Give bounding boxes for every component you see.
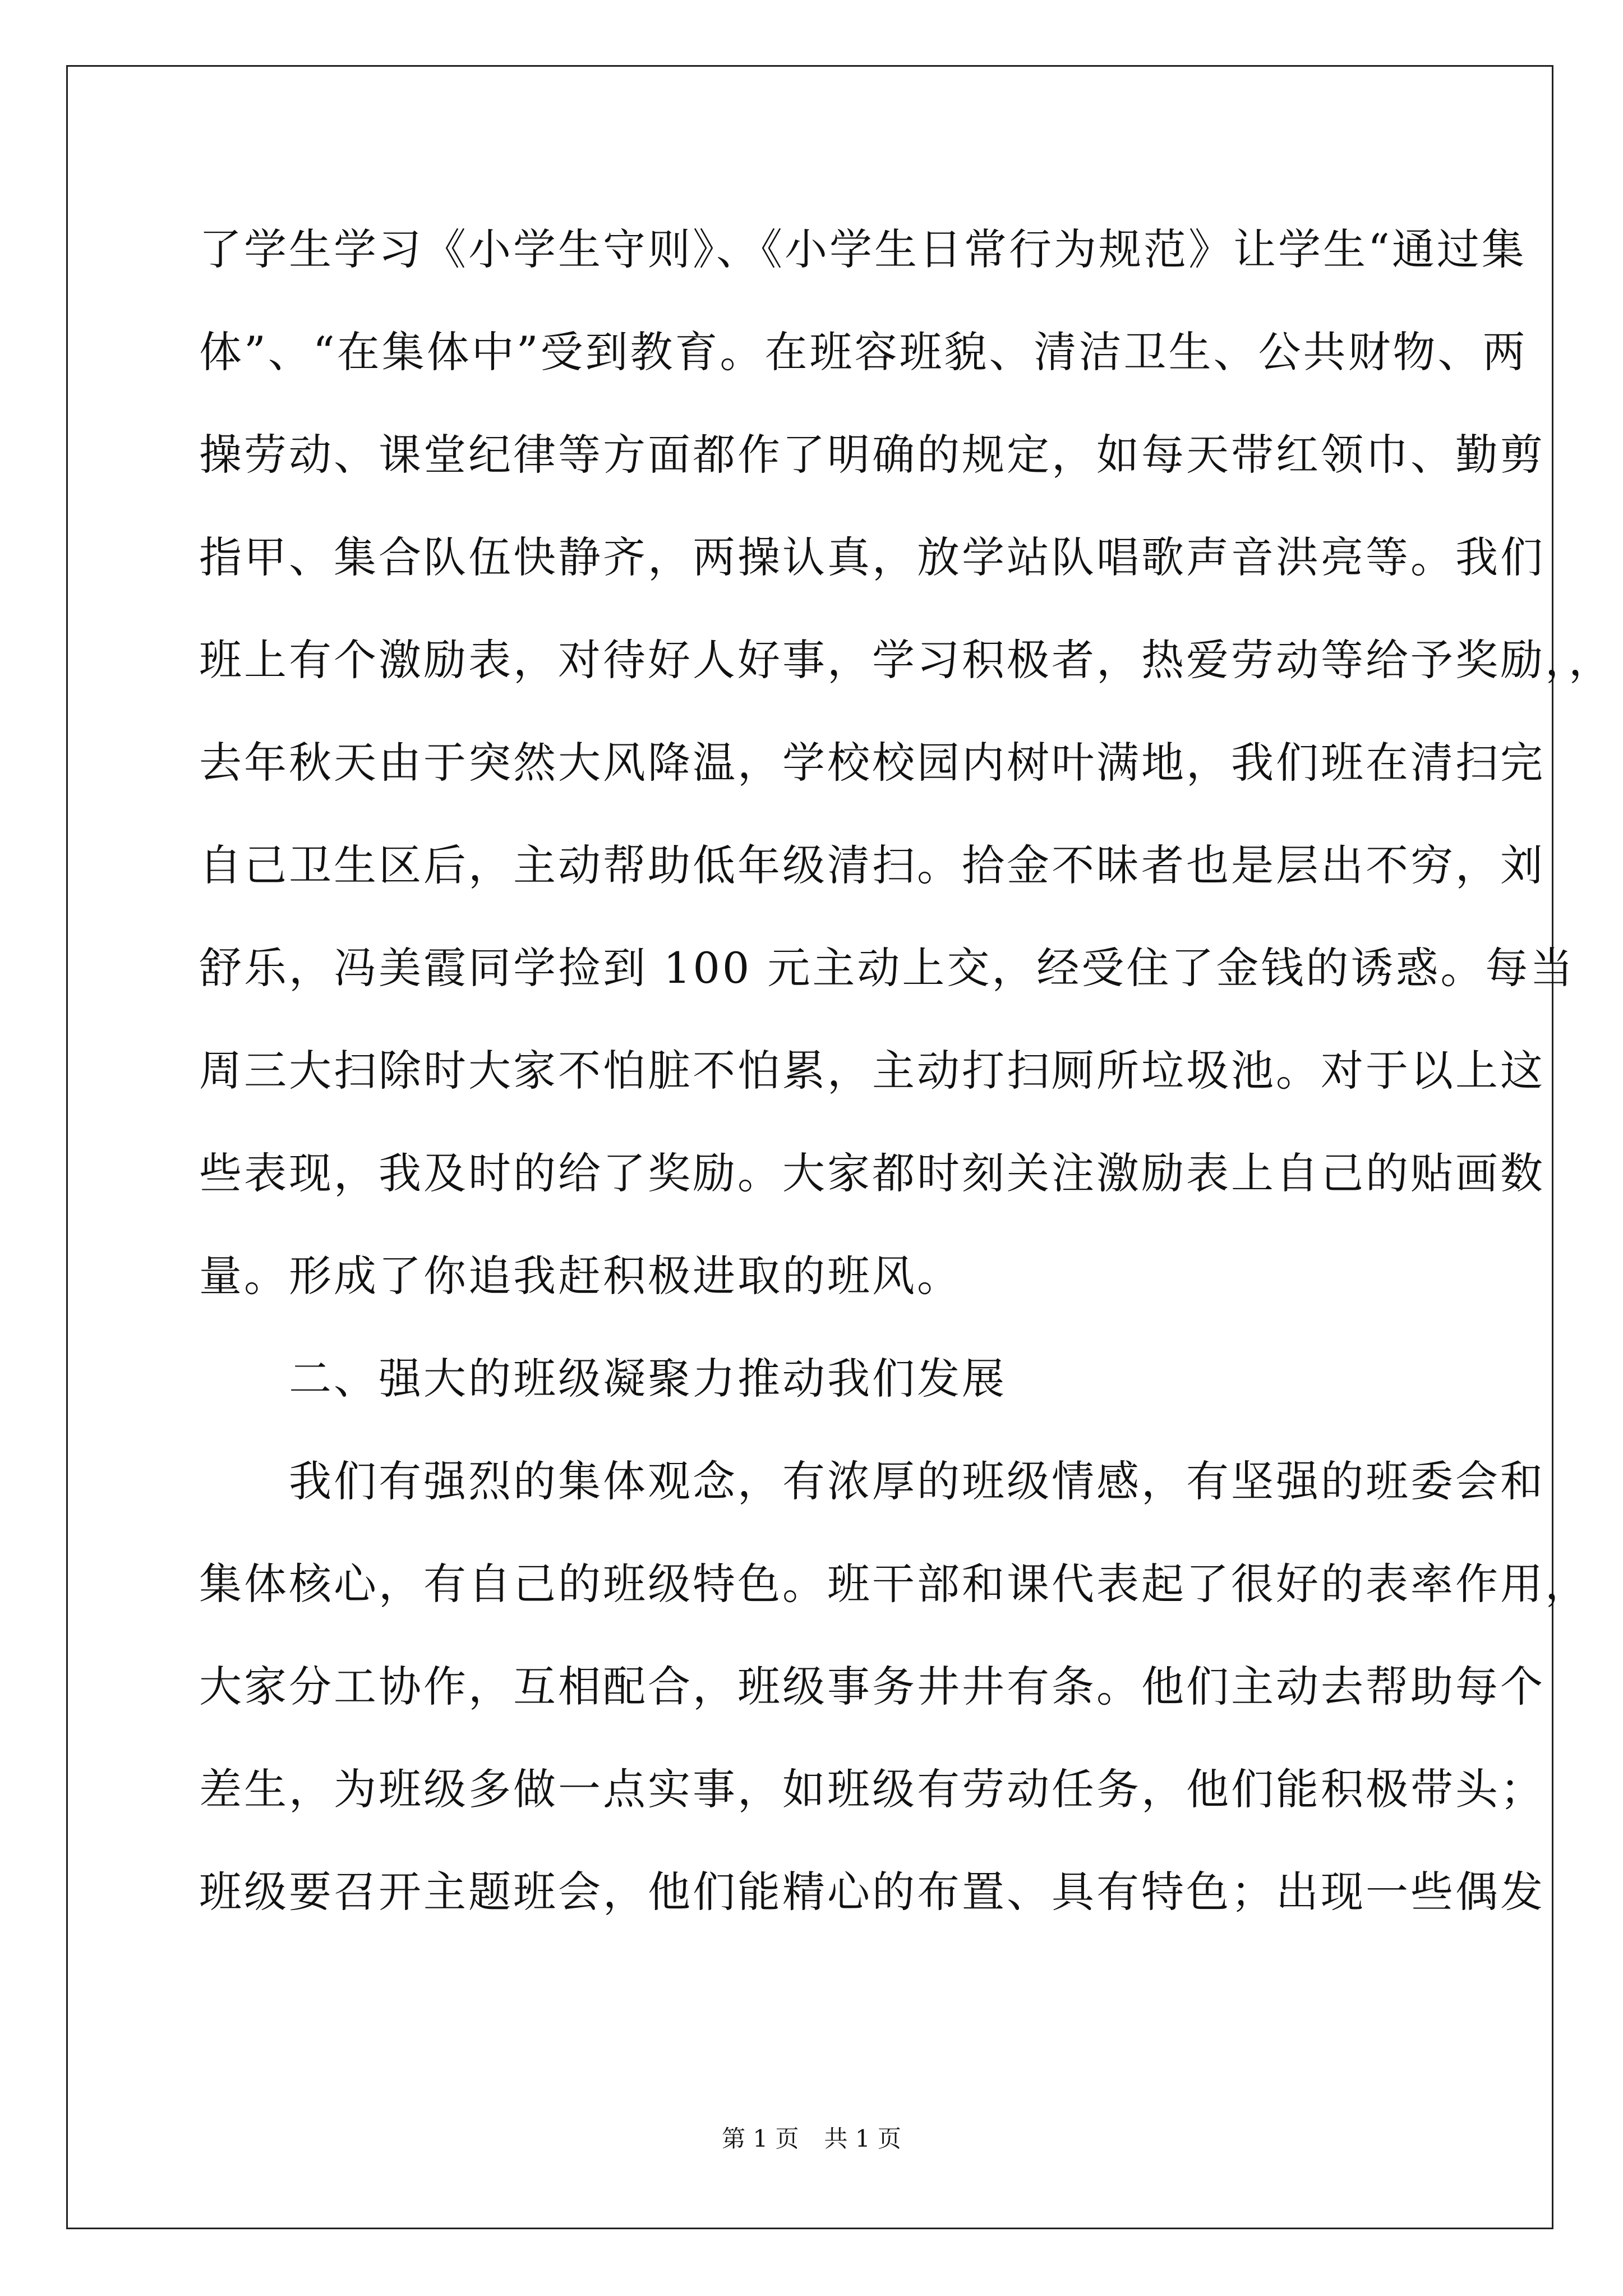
page-number: 第 1 页 [722,2125,799,2152]
text-line: 量。形成了你追我赶积极进取的班风。 [199,1251,962,1301]
text-line: 自己卫生区后，主动帮助低年级清扫。拾金不昧者也是层出不穷，刘 [199,840,1545,890]
text-line: 差生，为班级多做一点实事，如班级有劳动任务，他们能积极带头； [199,1764,1545,1814]
text-line: 了学生学习《小学生守则》、《小学生日常行为规范》让学生“通过集 [199,224,1527,274]
text-line: 周三大扫除时大家不怕脏不怕累，主动打扫厕所垃圾池。对于以上这 [199,1046,1545,1096]
text-line: 操劳动、课堂纪律等方面都作了明确的规定，如每天带红领巾、勤剪 [199,430,1545,480]
section-heading: 二、强大的班级凝聚力推动我们发展 [199,1354,1007,1404]
text-line: 班级要召开主题班会，他们能精心的布置、具有特色；出现一些偶发 [199,1867,1545,1917]
text-line: 体”、“在集体中”受到教育。在班容班貌、清洁卫生、公共财物、两 [199,327,1528,377]
text-line: 去年秋天由于突然大风降温，学校校园内树叶满地，我们班在清扫完 [199,738,1545,788]
page-total: 共 1 页 [824,2125,901,2152]
text-line: 我们有强烈的集体观念，有浓厚的班级情感，有坚强的班委会和 [199,1456,1545,1506]
document-body [199,216,1613,1961]
text-line: 大家分工协作，互相配合，班级事务井井有条。他们主动去帮助每个 [199,1662,1545,1711]
text-line: 集体核心，有自己的班级特色。班干部和课代表起了很好的表率作用， [199,1559,1590,1609]
text-line: 些表现，我及时的给了奖励。大家都时刻关注激励表上自己的贴画数 [199,1148,1545,1198]
text-line: 指甲、集合队伍快静齐，两操认真，放学站队唱歌声音洪亮等。我们 [199,532,1545,582]
text-line: 舒乐，冯美霞同学捡到 100 元主动上交，经受住了金钱的诱惑。每当 [199,943,1575,993]
text-line: 班上有个激励表，对待好人好事，学习积极者，热爱劳动等给予奖励，， [199,635,1613,685]
page-footer [0,2125,1623,2153]
